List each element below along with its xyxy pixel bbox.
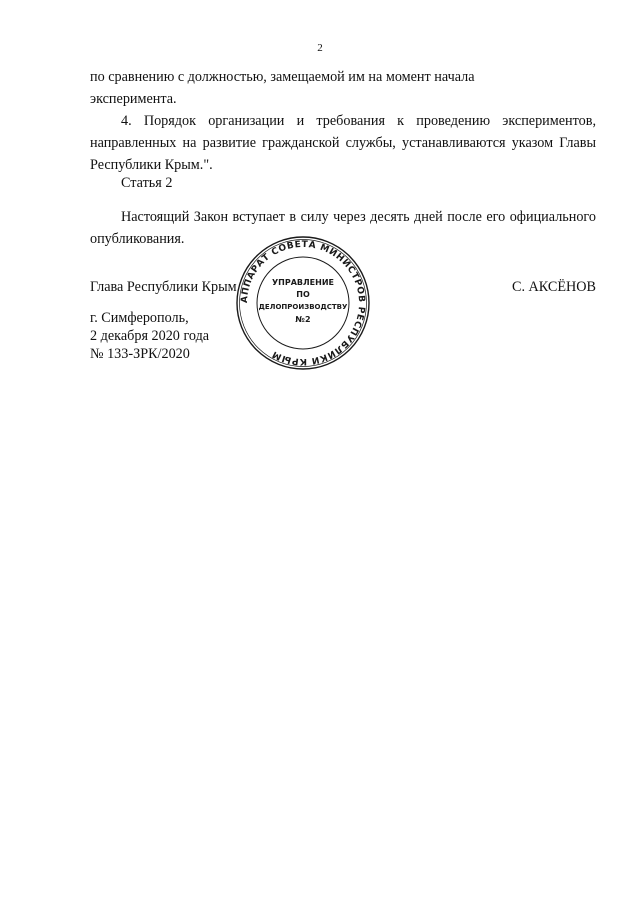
official-stamp (234, 234, 372, 372)
date: 2 декабря 2020 года (90, 328, 210, 344)
stamp-center-line-1: УПРАВЛЕНИЕ (272, 278, 334, 287)
place-date-block (90, 309, 209, 363)
continuation-line-2: эксперимента. (90, 91, 177, 107)
article-2-text: Настоящий Закон вступает в силу через десять дней после его официального опубликования. (90, 209, 596, 247)
city: г. Симферополь, (90, 310, 189, 326)
signatory-position: Глава Республики Крым (90, 279, 237, 295)
law-number: № 133-ЗРК/2020 (90, 346, 190, 362)
continuation-line-1: по сравнению с должностью, замещаемой им на момент начала (90, 69, 475, 85)
item-4-paragraph: 4. Порядок организации и требования к проведению экспериментов, направленных на развитие гражданской службы, устанавливаются указом Главы Республики Крым.". (90, 113, 596, 173)
stamp-center-line-4: №2 (295, 315, 311, 324)
page-number: 2 (317, 42, 323, 54)
signatory-name: С. АКСЁНОВ (512, 279, 596, 295)
stamp-ring-text: АППАРАТ СОВЕТА МИНИСТРОВ РЕСПУБЛИКИ КРЫМ (239, 239, 367, 367)
stamp-center-line-3: ДЕЛОПРОИЗВОДСТВУ (258, 303, 348, 311)
article-2-heading: Статья 2 (121, 175, 173, 191)
stamp-center-line-2: ПО (296, 290, 310, 299)
